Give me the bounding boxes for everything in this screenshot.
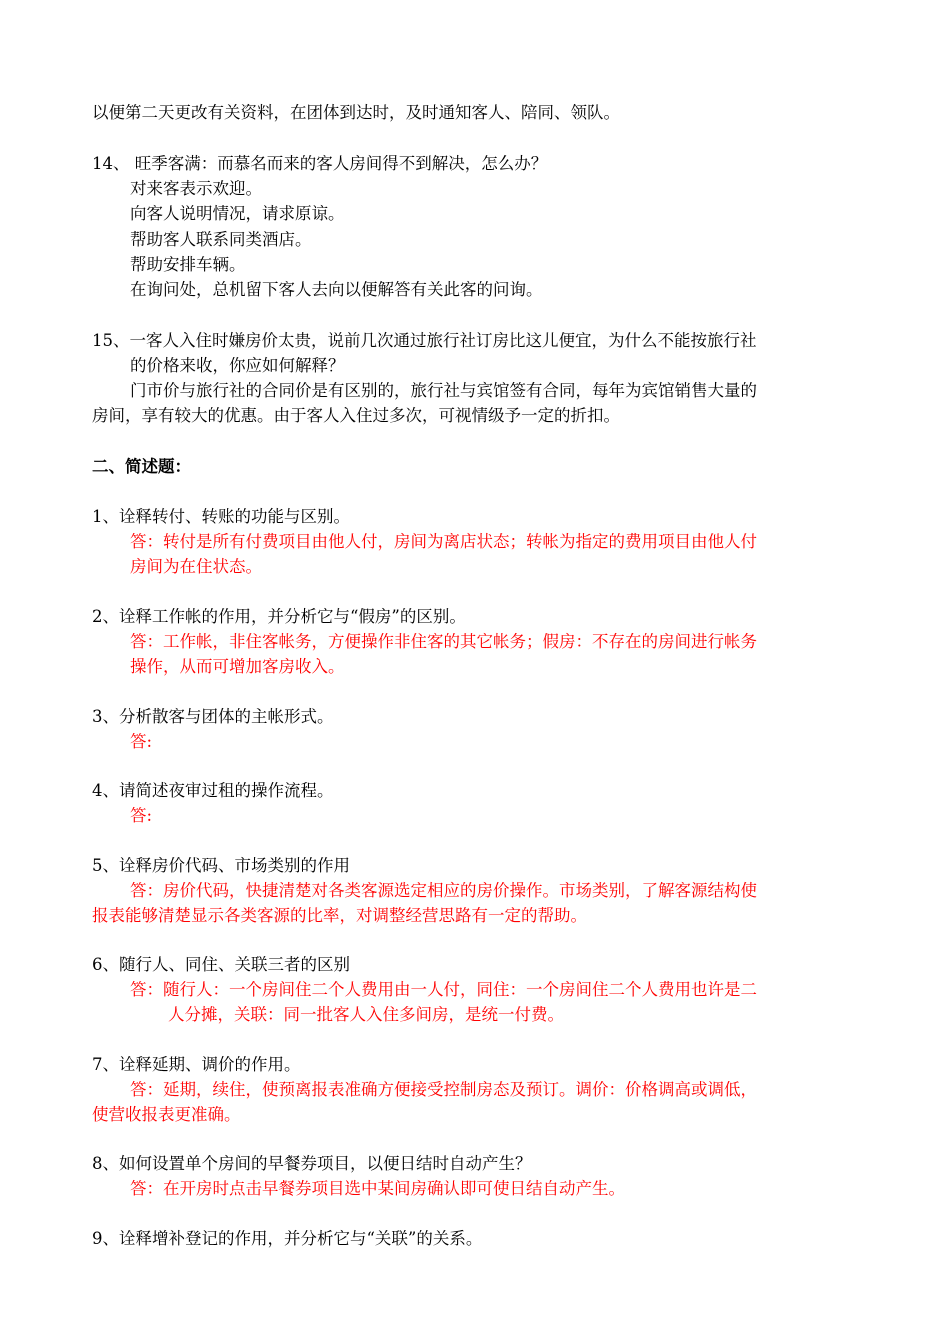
answer-14-line-5: 在询问处，总机留下客人去向以便解答有关此客的问询。 xyxy=(130,280,543,299)
short-a-5-line-2: 报表能够清楚显示各类客源的比率，对调整经营思路有一定的帮助。 xyxy=(92,906,587,925)
question-15-line-1: 15、一客人入住时嫌房价太贵，说前几次通过旅行社订房比这儿便宜，为什么不能按旅行社 xyxy=(92,331,757,350)
answer-14-line-2: 向客人说明情况，请求原谅。 xyxy=(130,204,345,223)
question-14: 14、 旺季客满：而慕名而来的客人房间得不到解决，怎么办？ xyxy=(92,154,548,173)
short-q-7: 7、诠释延期、调价的作用。 xyxy=(92,1055,301,1074)
short-a-5-line-1: 答：房价代码，快捷清楚对各类客源选定相应的房价操作。市场类别，了解客源结构使 xyxy=(130,881,757,900)
short-a-1-line-2: 房间为在住状态。 xyxy=(130,557,262,576)
short-q-1: 1、诠释转付、转账的功能与区别。 xyxy=(92,507,350,526)
question-15-line-2: 的价格来收，你应如何解释？ xyxy=(130,356,345,375)
short-a-2-line-1: 答：工作帐，非住客帐务，方便操作非住客的其它帐务；假房：不存在的房间进行帐务 xyxy=(130,632,757,651)
short-q-4: 4、请简述夜审过租的操作流程。 xyxy=(92,781,334,800)
answer-15-line-2: 房间，享有较大的优惠。由于客人入住过多次，可视情级予一定的折扣。 xyxy=(92,406,620,425)
paragraph-intro: 以便第二天更改有关资料，在团体到达时，及时通知客人、陪同、领队。 xyxy=(92,103,620,122)
short-a-3: 答: xyxy=(130,732,153,751)
short-q-3: 3、分析散客与团体的主帐形式。 xyxy=(92,707,334,726)
answer-15-line-1: 门市价与旅行社的合同价是有区别的，旅行社与宾馆签有合同，每年为宾馆销售大量的 xyxy=(130,381,757,400)
short-q-6: 6、随行人、同住、关联三者的区别 xyxy=(92,955,350,974)
short-a-7-line-2: 使营收报表更准确。 xyxy=(92,1105,241,1124)
short-a-8: 答：在开房时点击早餐券项目选中某间房确认即可使日结自动产生。 xyxy=(130,1179,625,1198)
short-a-7-line-1: 答：延期，续住，使预离报表准确方便接受控制房态及预订。调价：价格调高或调低， xyxy=(130,1080,757,1099)
short-q-5: 5、诠释房价代码、市场类别的作用 xyxy=(92,856,350,875)
short-a-4: 答: xyxy=(130,806,153,825)
short-a-6-line-2: 人分摊，关联：同一批客人入住多间房，是统一付费。 xyxy=(168,1005,564,1024)
answer-14-line-4: 帮助安排车辆。 xyxy=(130,255,246,274)
short-a-6-line-1: 答：随行人：一个房间住二个人费用由一人付，同住：一个房间住二个人费用也许是二 xyxy=(130,980,757,999)
section-2-title: 二、简述题： xyxy=(92,457,191,476)
answer-14-line-1: 对来客表示欢迎。 xyxy=(130,179,262,198)
short-q-9: 9、诠释增补登记的作用，并分析它与“关联”的关系。 xyxy=(92,1229,483,1248)
short-q-2: 2、诠释工作帐的作用，并分析它与“假房”的区别。 xyxy=(92,607,466,626)
short-q-8: 8、如何设置单个房间的早餐券项目，以便日结时自动产生？ xyxy=(92,1154,532,1173)
answer-14-line-3: 帮助客人联系同类酒店。 xyxy=(130,230,312,249)
short-a-2-line-2: 操作，从而可增加客房收入。 xyxy=(130,657,345,676)
short-a-1-line-1: 答：转付是所有付费项目由他人付，房间为离店状态；转帐为指定的费用项目由他人付 xyxy=(130,532,757,551)
